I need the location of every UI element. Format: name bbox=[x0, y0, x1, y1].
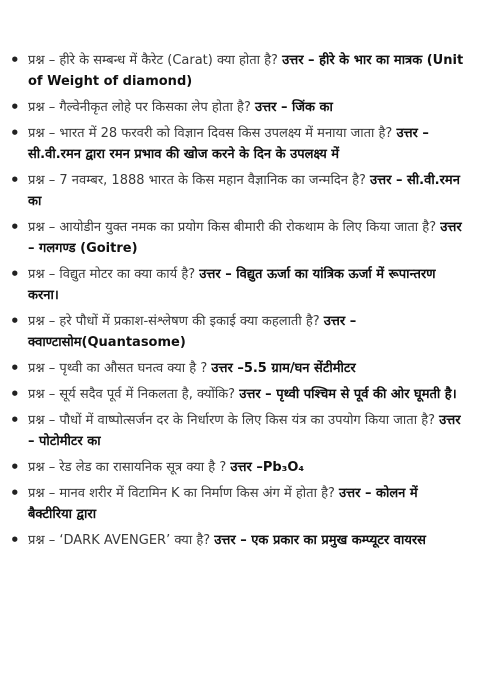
bullet-icon: • bbox=[10, 51, 20, 69]
list-item bbox=[0, 123, 480, 165]
list-item bbox=[0, 410, 480, 452]
question-text: प्रश्न – विद्युत मोटर का क्या कार्य है? bbox=[28, 267, 196, 282]
bullet-icon: • bbox=[10, 171, 20, 189]
answer-text: उत्तर – गलगण्ड (Goitre) bbox=[28, 220, 462, 256]
question-text: प्रश्न – सूर्य सदैव पूर्व में निकलता है, क्योंकि? bbox=[28, 387, 236, 402]
question-text: प्रश्न – ‘DARK AVENGER’ क्या है? bbox=[28, 533, 211, 548]
bullet-icon: • bbox=[10, 124, 20, 142]
question-text: प्रश्न – आयोडीन युक्त नमक का प्रयोग किस बीमारी की रोकथाम के लिए किया जाता है? bbox=[28, 220, 437, 235]
question-text: प्रश्न – हरे पौधों में प्रकाश-संश्लेषण की इकाई क्या कहलाती है? bbox=[28, 314, 320, 329]
bullet-icon: • bbox=[10, 265, 20, 283]
bullet-icon: • bbox=[10, 458, 20, 476]
list-item bbox=[0, 483, 480, 525]
answer-text: उत्तर – पोटोमीटर का bbox=[28, 413, 461, 449]
question-answer-list bbox=[0, 50, 480, 556]
list-item bbox=[0, 264, 480, 306]
bullet-icon: • bbox=[10, 411, 20, 429]
list-item bbox=[0, 50, 480, 92]
bullet-icon: • bbox=[10, 98, 20, 116]
list-item bbox=[0, 311, 480, 353]
question-text: प्रश्न – भारत में 28 फरवरी को विज्ञान दिवस किस उपलक्ष्य में मनाया जाता है? bbox=[28, 126, 393, 141]
bullet-icon: • bbox=[10, 385, 20, 403]
question-text: प्रश्न – पृथ्वी का औसत घनत्व क्या है ? bbox=[28, 361, 208, 376]
question-text: प्रश्न – हीरे के सम्बन्ध में कैरेट (Carat) क्या होता है? bbox=[28, 53, 278, 68]
answer-text: उत्तर – विद्युत ऊर्जा का यांत्रिक ऊर्जा में रूपान्तरण करना। bbox=[28, 267, 436, 303]
bullet-icon: • bbox=[10, 531, 20, 549]
answer-text: उत्तर – हीरे के भार का मात्रक (Unit of Weight of diamond) bbox=[28, 53, 464, 89]
bullet-icon: • bbox=[10, 484, 20, 502]
answer-text: उत्तर – जिंक का bbox=[255, 100, 333, 115]
list-item bbox=[0, 384, 480, 405]
bullet-icon: • bbox=[10, 312, 20, 330]
answer-text: उत्तर – एक प्रकार का प्रमुख कम्प्यूटर वायरस bbox=[214, 533, 426, 548]
list-item bbox=[0, 217, 480, 259]
answer-text: उत्तर –Pb₃O₄ bbox=[230, 460, 305, 475]
bullet-icon: • bbox=[10, 218, 20, 236]
list-item bbox=[0, 97, 480, 118]
bullet-icon: • bbox=[10, 359, 20, 377]
list-item bbox=[0, 457, 480, 478]
question-text: प्रश्न – पौधों में वाष्पोत्सर्जन दर के निर्धारण के लिए किस यंत्र का उपयोग किया जाता है? bbox=[28, 413, 436, 428]
question-text: प्रश्न – गैल्वेनीकृत लोहे पर किसका लेप होता है? bbox=[28, 100, 251, 115]
question-text: प्रश्न – रेड लेड का रासायनिक सूत्र क्या है ? bbox=[28, 460, 227, 475]
list-item bbox=[0, 358, 480, 379]
answer-text: उत्तर –5.5 ग्राम/घन सेंटीमीटर bbox=[211, 361, 356, 376]
question-text: प्रश्न – मानव शरीर में विटामिन K का निर्माण किस अंग में होता है? bbox=[28, 486, 335, 501]
answer-text: उत्तर – सी.वी.रमन का bbox=[28, 173, 460, 209]
answer-text: उत्तर – क्वाण्टासोम(Quantasome) bbox=[28, 314, 357, 350]
list-item bbox=[0, 170, 480, 212]
question-text: प्रश्न – 7 नवम्बर, 1888 भारत के किस महान वैज्ञानिक का जन्मदिन है? bbox=[28, 173, 366, 188]
list-item bbox=[0, 530, 480, 551]
answer-text: उत्तर – पृथ्वी पश्चिम से पूर्व की ओर घूमती है। bbox=[239, 387, 457, 402]
answer-text: उत्तर – कोलन में बैक्टीरिया द्वारा bbox=[28, 486, 418, 522]
answer-text: उत्तर – सी.वी.रमन द्वारा रमन प्रभाव की खोज करने के दिन के उपलक्ष्य में bbox=[28, 126, 429, 162]
